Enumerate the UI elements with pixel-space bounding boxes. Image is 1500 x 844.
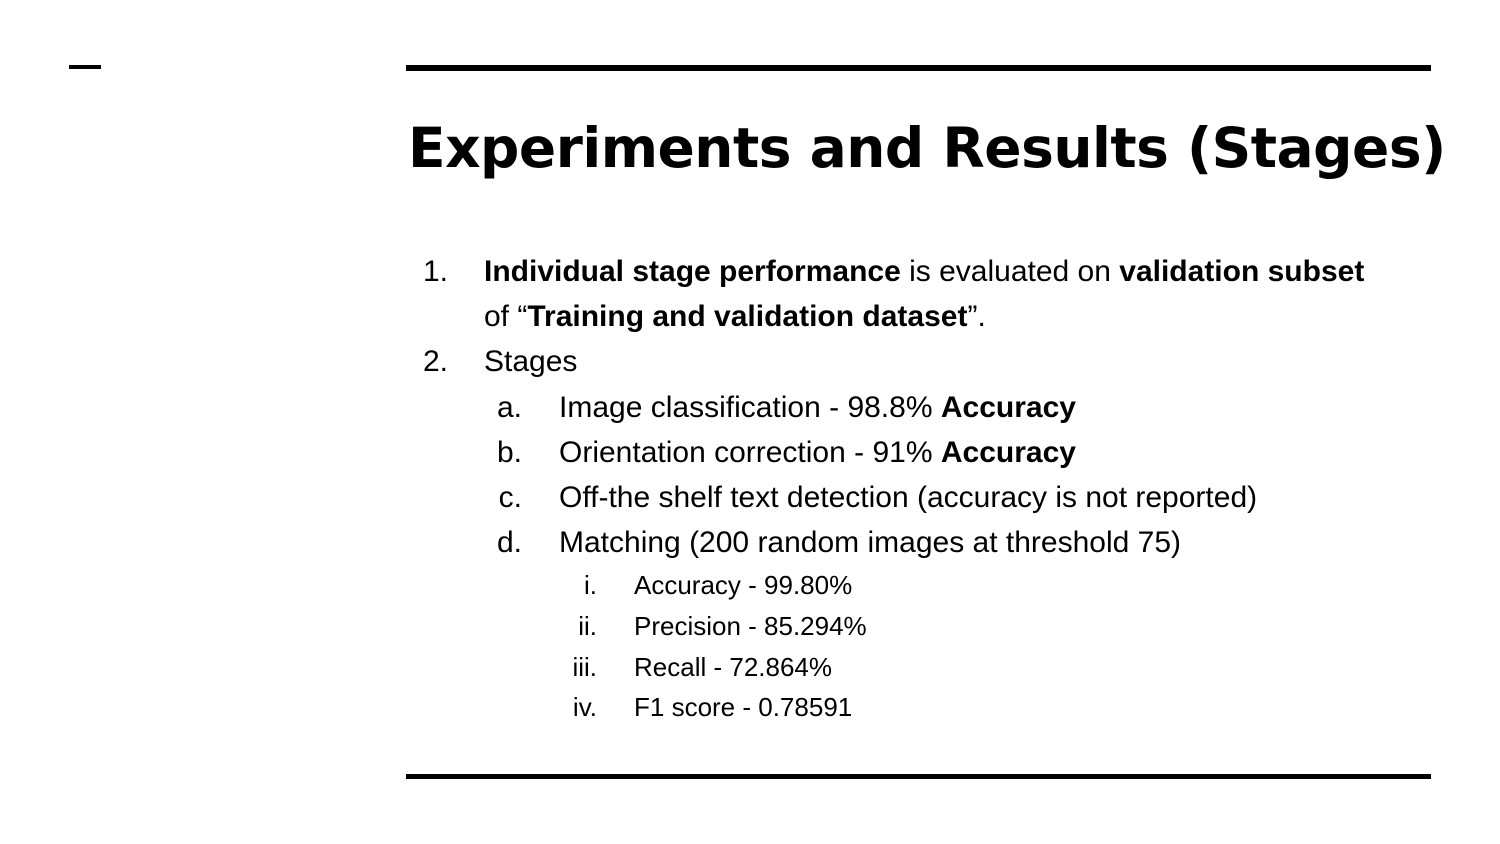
sublist-item-a [559, 388, 1076, 428]
list-marker: 2. [422, 345, 448, 378]
bottom-rule [406, 774, 1431, 779]
subsublist-marker: iv. [572, 692, 597, 722]
list-item-2-text: Stages [484, 345, 578, 378]
slide-title: Experiments and Results (Stages) [408, 116, 1446, 180]
sublist-marker: c. [498, 481, 522, 514]
plain-text: ”. [967, 300, 986, 333]
bold-text: Accuracy [940, 436, 1076, 469]
metric-precision: Precision - 85.294% [634, 611, 867, 641]
subsublist-marker: ii. [578, 611, 597, 641]
subsublist-marker: i. [584, 570, 597, 600]
bold-text: Individual stage performance [484, 255, 901, 288]
plain-text: of “ [484, 300, 528, 333]
sublist-marker: d. [496, 526, 522, 559]
sublist-item-b [559, 433, 1076, 473]
bold-text: Training and validation dataset [527, 300, 968, 333]
list-marker: 1. [422, 255, 448, 288]
top-rule [406, 65, 1431, 71]
sublist-item-c: Off-the shelf text detection (accuracy is not reported) [559, 481, 1258, 514]
subsublist-marker: iii. [572, 652, 597, 682]
list-item-1-line-1 [484, 252, 1364, 292]
bold-text: validation subset [1119, 255, 1365, 288]
metric-recall: Recall - 72.864% [634, 652, 832, 682]
list-item-1-line-2 [484, 297, 986, 337]
metric-accuracy: Accuracy - 99.80% [634, 570, 853, 600]
plain-text: Orientation correction - 91% [559, 436, 941, 469]
sublist-item-d: Matching (200 random images at threshold 75) [559, 526, 1182, 559]
bold-text: Accuracy [940, 391, 1076, 424]
sublist-marker: b. [496, 436, 522, 469]
metric-f1-score: F1 score - 0.78591 [634, 692, 853, 722]
sublist-marker: a. [496, 391, 522, 424]
plain-text: is evaluated on [900, 255, 1120, 288]
corner-dash-decoration [69, 65, 101, 69]
plain-text: Image classification - 98.8% [559, 391, 941, 424]
